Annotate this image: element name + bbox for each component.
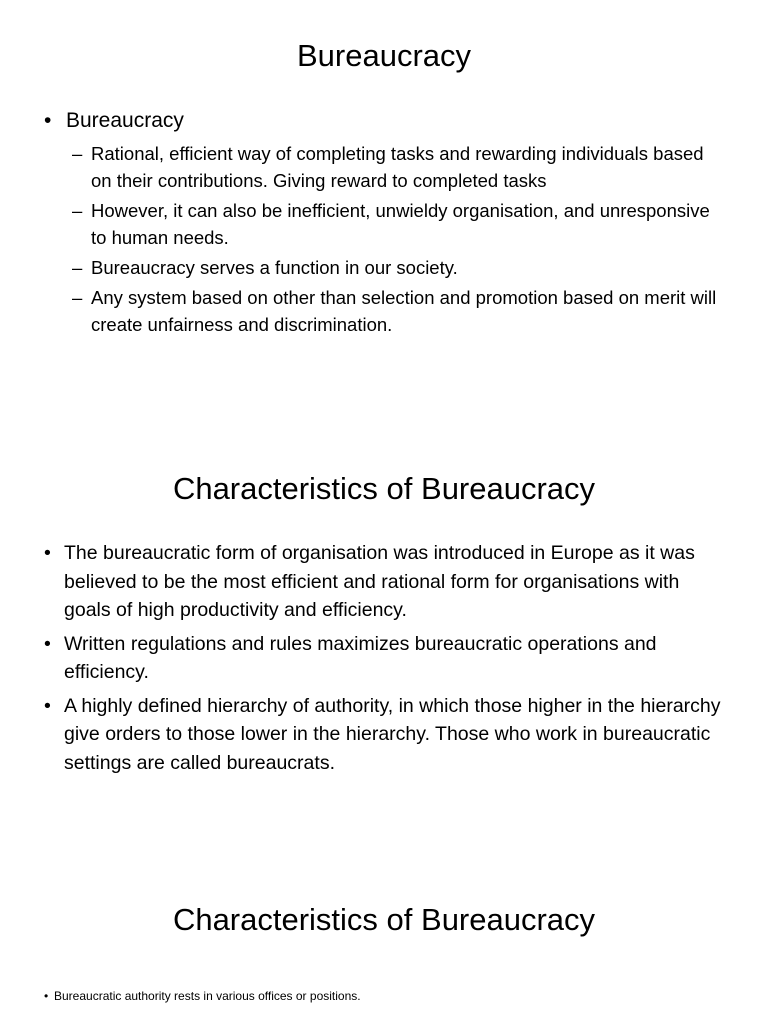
sub-bullet-text: However, it can also be inefficient, unwieldy organisation, and unresponsive to human needs. [91,200,710,248]
bullet-marker: • [44,542,51,564]
sub-bullet-item [0,140,768,194]
bullet-marker: • [44,109,52,132]
bullet-item [0,630,768,687]
dash-marker: – [72,200,83,221]
slide-bureaucracy [0,0,768,360]
sub-bullet-item [0,254,768,281]
bullet-marker: • [44,694,51,717]
bullet-item [0,107,768,135]
dash-marker: – [72,143,83,164]
bullet-list [0,107,768,341]
slide-title: Characteristics of Bureaucracy [172,902,596,937]
sub-bullet-item [0,284,768,338]
bullet-marker: • [44,632,51,655]
bullet-text: Bureaucratic authority rests in various offices or positions. [54,989,361,1003]
dash-marker: – [72,257,83,278]
bullet-item [0,539,768,625]
slide-title: Bureaucracy [296,38,472,73]
bullet-item [0,988,768,1004]
bullet-list [0,988,768,1004]
bullet-text: Bureaucracy [66,109,184,132]
slide-title: Characteristics of Bureaucracy [172,471,596,506]
slide-characteristics-2 [0,880,768,1024]
bullet-list [0,539,768,782]
sub-bullet-text: Bureaucracy serves a function in our society. [91,257,458,278]
sub-bullet-text: Rational, efficient way of completing tasks and rewarding individuals based on their contributions. Giving reward to completed tasks [91,143,704,191]
bullet-item [0,692,768,778]
dash-marker: – [72,287,83,308]
bullet-text: A highly defined hierarchy of authority, in which those higher in the hierarchy give orders to those lower in the hierarchy. Those who work in bureaucratic settings are called bureaucrats. [64,694,721,774]
bullet-text: The bureaucratic form of organisation was introduced in Europe as it was believed to be the most efficient and rational form for organisations with goals of high productivity and efficiency. [64,542,695,621]
sub-bullet-item [0,197,768,251]
slide-characteristics-1 [0,440,768,820]
sub-bullet-text: Any system based on other than selection and promotion based on merit will create unfairness and discrimination. [91,287,717,335]
bullet-marker: • [44,989,49,1003]
bullet-text: Written regulations and rules maximizes bureaucratic operations and efficiency. [64,632,657,683]
